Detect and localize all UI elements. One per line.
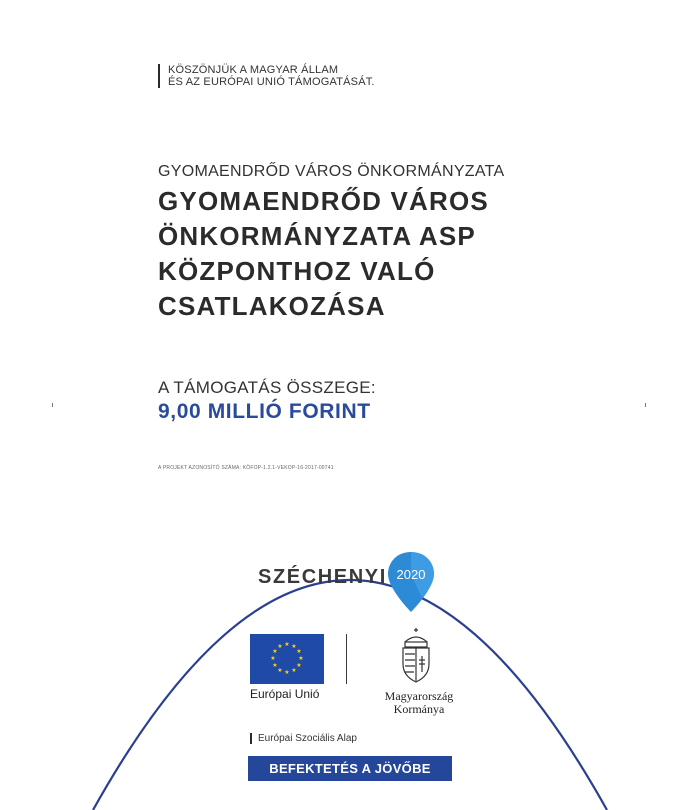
grant-amount-label: A TÁMOGATÁS ÖSSZEGE: bbox=[158, 378, 376, 397]
crown-band bbox=[405, 642, 427, 647]
grant-amount-value: 9,00 MILLIÓ FORINT bbox=[158, 400, 371, 423]
government-label-line-1: Magyarország bbox=[384, 689, 454, 703]
crown-arch bbox=[405, 637, 427, 642]
project-title-line-4: CSATLAKOZÁSA bbox=[158, 291, 386, 321]
svg-text:★: ★ bbox=[272, 662, 278, 669]
government-label bbox=[378, 690, 460, 716]
svg-text:★: ★ bbox=[284, 641, 290, 648]
acknowledgement-line-2: ÉS AZ EURÓPAI UNIÓ TÁMOGATÁSÁT. bbox=[168, 76, 375, 88]
szechenyi-wordmark: SZÉCHENYI bbox=[258, 566, 387, 588]
logo-divider bbox=[346, 634, 347, 684]
eu-label: Európai Unió bbox=[250, 687, 320, 701]
shield-double-cross bbox=[419, 656, 425, 672]
government-label-line-2: Kormánya bbox=[393, 702, 445, 716]
svg-text:★: ★ bbox=[298, 655, 304, 662]
svg-text:★: ★ bbox=[277, 643, 283, 650]
slogan-banner: BEFEKTETÉS A JÖVŐBE bbox=[248, 756, 452, 781]
svg-text:★: ★ bbox=[296, 648, 302, 655]
beneficiary-name: GYOMAENDRŐD VÁROS ÖNKORMÁNYZATA bbox=[158, 163, 505, 180]
acknowledgement-line-1: KÖSZÖNJÜK A MAGYAR ÁLLAM bbox=[168, 64, 339, 76]
svg-text:★: ★ bbox=[270, 655, 276, 662]
crown-cross bbox=[414, 628, 418, 632]
eu-flag-icon bbox=[250, 634, 324, 684]
project-title-line-3: KÖZPONTHOZ VALÓ bbox=[158, 256, 436, 286]
svg-text:★: ★ bbox=[284, 669, 290, 676]
project-title-line-2: ÖNKORMÁNYZATA ASP bbox=[158, 221, 476, 251]
svg-text:★: ★ bbox=[296, 662, 302, 669]
project-title-line-1: GYOMAENDRŐD VÁROS bbox=[158, 186, 489, 216]
shield-stripes bbox=[405, 654, 415, 672]
szechenyi-2020-pin-icon bbox=[385, 549, 437, 615]
fund-name: Európai Szociális Alap bbox=[250, 733, 357, 744]
pin-year: 2020 bbox=[396, 567, 426, 582]
svg-text:★: ★ bbox=[272, 648, 278, 655]
svg-text:★: ★ bbox=[291, 643, 297, 650]
svg-text:★: ★ bbox=[277, 667, 283, 674]
project-id-number: A PROJEKT AZONOSÍTÓ SZÁMA: KÖFOP-1.2.1-VEKOP-16-2017-00741 bbox=[158, 465, 334, 471]
hungarian-crest-icon bbox=[395, 628, 437, 684]
svg-text:★: ★ bbox=[291, 667, 297, 674]
